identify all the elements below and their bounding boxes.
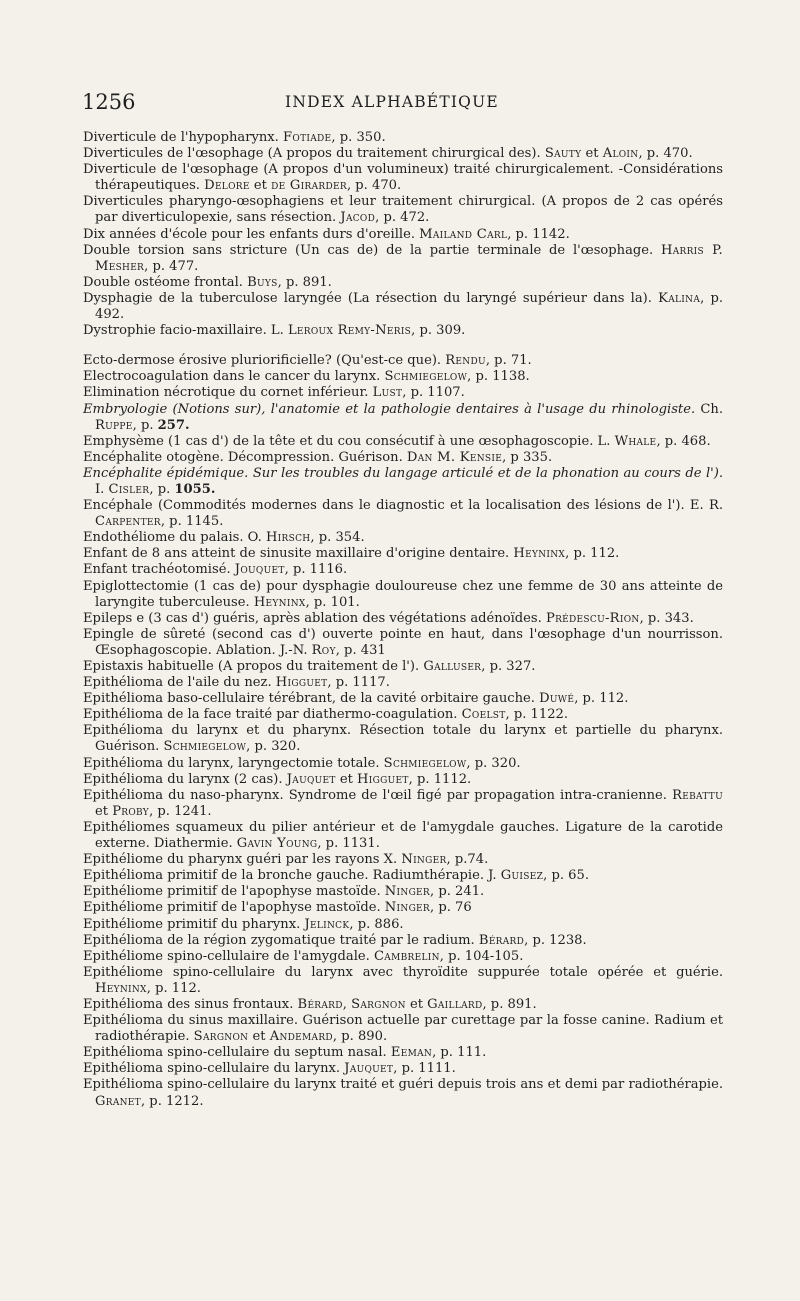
entry-text: Diverticule de l'hypopharynx.: [83, 130, 283, 145]
entry-text: Epithélioma spino-cellulaire du septum nasal.: [83, 1045, 391, 1061]
entry-text: Epithélioma du larynx, laryngectomie totale.: [83, 755, 384, 771]
index-entries: [83, 130, 723, 1110]
author-name: Schmiegelow: [163, 739, 247, 755]
entry-text: , p. 71.: [485, 353, 532, 369]
entry-text: , p. 886.: [349, 916, 404, 932]
entry-text: , p. 1145.: [160, 514, 224, 530]
entry-text: Dystrophie facio-maxillaire. L.: [83, 323, 288, 339]
index-entry: [83, 756, 723, 772]
author-name: Whale: [614, 433, 657, 449]
index-entry: [83, 227, 723, 243]
entry-text: Diverticules pharyngo-œsophagiens et leur traitement chirurgical. (A propos de 2 cas opérés par diverticulopexie, sans résection.: [83, 194, 723, 226]
entry-text: Epithélioma du larynx (2 cas).: [83, 771, 287, 787]
author-name: Jauquet: [344, 1061, 394, 1077]
entry-text: , p. 1241.: [149, 803, 212, 819]
author-name: Fotiade: [283, 130, 332, 145]
entry-text: , p. 891.: [277, 274, 332, 290]
index-entry: [83, 369, 723, 385]
index-entry: [83, 659, 723, 675]
author-name: Proby: [112, 803, 150, 819]
author-name: Rendu: [445, 353, 486, 369]
author-name: Leroux Remy-Neris: [287, 323, 412, 339]
entry-text: Diverticules de l'œsophage (A propos du traitement chirurgical des).: [83, 146, 545, 162]
entry-text: , p. 1111.: [393, 1061, 456, 1077]
entry-text: , p. 1116.: [284, 562, 348, 578]
page-number: 1256: [82, 90, 136, 114]
index-entry: [83, 1061, 723, 1077]
author-name: Dan M. Kensie: [406, 449, 503, 465]
entry-text: , p. 492.: [95, 290, 724, 323]
entry-text: , p. 104-105.: [439, 948, 524, 964]
entry-text: Diverticule de l'œsophage (A propos d'un volumineux) traité chirurgicalement. -Considérations thérapeutiques.: [83, 162, 723, 194]
author-name: Jouquet: [234, 562, 285, 578]
entry-text: Dysphagie de la tuberculose laryngée (La résection du laryngé supérieur dans la).: [83, 290, 659, 306]
entry-text: Epithéliome primitif de l'apophyse mastoïde.: [83, 884, 385, 900]
entry-text: Epithéliome primitif du pharynx.: [83, 916, 305, 932]
entry-text: , p. 477.: [144, 258, 199, 274]
index-entry: [83, 450, 723, 466]
index-entry: [83, 788, 723, 820]
entry-text: , p.: [132, 417, 158, 433]
entry-text: Epithéliome primitif de l'apophyse mastoïde.: [83, 900, 385, 916]
entry-text: 1055.: [174, 481, 216, 497]
index-entry: [83, 353, 723, 369]
entry-text: , p. 468.: [656, 433, 711, 449]
entry-text: , p. 350.: [331, 130, 386, 145]
author-name: Prédescu-Rion: [545, 610, 640, 626]
entry-text: , p. 1142.: [507, 226, 570, 242]
entry-text: Epithélioma primitif de la bronche gauche. Radiumthérapie. J.: [83, 868, 501, 884]
entry-text: , p. 470.: [638, 146, 693, 162]
index-entry: [83, 546, 723, 562]
entry-text: Epithéliome du pharynx guéri par les rayons X.: [83, 852, 402, 868]
author-name: Jacod: [340, 210, 376, 226]
entry-text: , p. 891.: [482, 996, 537, 1012]
entry-text: Dix années d'école pour les enfants durs d'oreille.: [83, 226, 420, 242]
author-name: Gavin Young: [236, 836, 318, 852]
index-entry: [83, 385, 723, 401]
entry-text: Epistaxis habituelle (A propos du traitement de l').: [83, 659, 424, 674]
entry-text: , p. 320.: [466, 755, 521, 771]
author-name: Cisler: [108, 481, 150, 497]
entry-text: Encéphale (Commodités modernes dans le diagnostic et la localisation des lésions de l'). E. R.: [83, 498, 723, 514]
author-name: Heyninx: [513, 546, 566, 562]
index-entry: [83, 323, 723, 339]
entry-text: , p.74.: [446, 852, 489, 868]
author-name: Kalina: [658, 290, 701, 306]
index-entry: [83, 530, 723, 546]
entry-text: et: [405, 996, 428, 1012]
index-entry: [83, 611, 723, 627]
entry-text: , p. 470.: [346, 178, 402, 194]
entry-text: , p. 76: [430, 900, 472, 916]
author-name: Harris P. Mesher: [95, 242, 723, 274]
index-entry: [83, 498, 723, 530]
index-entry: [83, 162, 723, 194]
entry-text: et: [581, 146, 603, 162]
entry-text: , p. 65.: [543, 868, 589, 884]
entry-text: , p. 111.: [432, 1045, 487, 1061]
index-entry: [83, 772, 723, 788]
entry-text: I.: [95, 481, 109, 497]
index-entry: [83, 997, 723, 1013]
author-name: Eeman: [390, 1045, 433, 1061]
entry-text: et: [249, 178, 272, 194]
entry-text: , p. 1112.: [408, 771, 472, 787]
entry-text: Epileps e (3 cas d') guéris, après ablation des végétations adénoïdes.: [83, 610, 546, 626]
index-entry: [83, 852, 723, 868]
index-entry: [83, 965, 723, 997]
entry-text: Enfant de 8 ans atteint de sinusite maxillaire d'origine dentaire.: [83, 546, 514, 562]
author-name: Gaillard: [427, 996, 483, 1012]
index-entry: [83, 691, 723, 707]
author-name: Schmiegelow: [383, 755, 467, 771]
index-entry: [83, 723, 723, 755]
entry-text: Epithélioma spino-cellulaire du larynx traité et guéri depuis trois ans et demi par radiothérapie.: [83, 1077, 723, 1093]
author-name: Sargnon: [351, 996, 406, 1012]
running-title: INDEX ALPHABÉTIQUE: [285, 93, 499, 111]
author-name: Ninger: [401, 852, 447, 868]
author-name: Carpenter: [95, 514, 161, 530]
author-name: Hirsch: [265, 530, 311, 546]
index-entry: [83, 884, 723, 900]
index-entry: [83, 949, 723, 965]
entry-text: , p. 112.: [146, 980, 201, 996]
entry-text: , p. 1122.: [505, 707, 569, 723]
entry-text: Epiglottectomie (1 cas de) pour dysphagie douloureuse chez une femme de 30 ans atteinte de laryngite tuberculeuse.: [83, 578, 723, 610]
author-name: Coelst: [461, 707, 506, 723]
author-name: Ninger: [384, 884, 431, 900]
entry-text: , p. 343.: [639, 610, 694, 626]
author-name: Andemard: [269, 1029, 333, 1045]
author-name: Heyninx: [95, 980, 147, 996]
index-entry: [83, 675, 723, 691]
index-entry: [83, 1045, 723, 1061]
author-name: Guisez: [500, 868, 544, 884]
entry-text: Encéphalite otogène. Décompression. Guérison.: [83, 449, 407, 465]
entry-text: , p. 309.: [411, 323, 466, 339]
page-header: [82, 90, 722, 114]
entry-text: , p. 1238.: [524, 932, 587, 948]
entry-text: , p. 1107.: [402, 385, 465, 401]
author-name: Higguet: [357, 771, 409, 787]
entry-text: Ch.: [695, 401, 723, 417]
author-name: Bérard: [297, 996, 343, 1012]
entry-text: Epithélioma de la face traité par diathermo-coagulation.: [83, 707, 462, 723]
entry-text: Endothéliome du palais. O.: [83, 530, 266, 546]
index-entry: [83, 917, 723, 933]
author-name: Cambrelin: [373, 948, 440, 964]
entry-text: 257.: [157, 417, 190, 433]
author-name: Jelinck: [304, 916, 350, 932]
entry-text: Epithélioma du larynx et du pharynx. Résection totale du larynx et partielle du pharynx. Guérison.: [83, 723, 723, 755]
entry-text: , p. 101.: [305, 594, 360, 610]
entry-text: Epithélioma du naso-pharynx. Syndrome de l'œil figé par propagation intra-cranienne.: [83, 787, 673, 803]
entry-text: et: [248, 1029, 270, 1045]
entry-text: , p. 431: [335, 642, 386, 658]
author-name: Duwé: [539, 691, 575, 707]
entry-text: , p. 890.: [332, 1029, 388, 1045]
entry-text: Epithélioma de la région zygomatique traité par le radium.: [83, 932, 479, 948]
index-entry: [83, 707, 723, 723]
entry-text: Emphysème (1 cas d') de la tête et du cou consécutif à une œsophagoscopie. L.: [83, 433, 615, 449]
entry-text: Epithélioma du sinus maxillaire. Guérison actuelle par curettage par la fosse canine. Radium et radiothérapie.: [83, 1013, 723, 1045]
index-entry: [83, 194, 723, 226]
author-name: Sauty: [544, 146, 582, 162]
author-name: Bérard: [478, 932, 525, 948]
entry-text: , p. 112.: [565, 546, 620, 562]
index-entry: [83, 402, 723, 434]
author-name: Schmiegelow: [384, 369, 468, 385]
entry-text: Epingle de sûreté (second cas d') ouverte pointe en haut, dans l'œsophage d'un nourrisson. Œsophagoscopie. Ablation. J.-N.: [83, 626, 723, 658]
index-entry: [83, 291, 723, 323]
entry-text: , p. 1212.: [140, 1093, 204, 1109]
entry-text: Double ostéome frontal.: [83, 274, 248, 290]
entry-text: , p. 320.: [246, 739, 301, 755]
author-name: Delore: [204, 178, 250, 194]
entry-text: Ecto-dermose érosive pluriorificielle? (Qu'est-ce que).: [83, 353, 446, 369]
author-name: Rebattu: [672, 787, 723, 803]
author-name: Granet: [95, 1093, 141, 1109]
index-entry: [83, 243, 723, 275]
index-entry: [83, 820, 723, 852]
entry-text: , p 335.: [502, 449, 553, 465]
index-entry: [83, 900, 723, 916]
entry-text: , p. 1138.: [467, 369, 530, 385]
entry-text: Epithélioma spino-cellulaire du larynx.: [83, 1061, 345, 1077]
author-name: Heyninx: [253, 594, 306, 610]
entry-text: et: [95, 803, 113, 819]
entry-text: , p. 327.: [481, 659, 536, 674]
entry-text: Encéphalite épidémique. Sur les troubles du langage articulé et de la phonation au cours de l').: [83, 465, 723, 481]
entry-text: Double torsion sans stricture (Un cas de) de la partie terminale de l'œsophage.: [83, 242, 661, 258]
entry-text: Epithéliomes squameux du pilier antérieur et de l'amygdale gauches. Ligature de la carotide externe. Diathermie.: [83, 819, 723, 852]
index-entry: [83, 579, 723, 611]
entry-text: Epithélioma baso-cellulaire térébrant, de la cavité orbitaire gauche.: [83, 691, 540, 707]
entry-text: , p. 472.: [375, 210, 430, 226]
index-entry: [83, 466, 723, 498]
author-name: Lust: [372, 385, 403, 401]
entry-text: Embryologie (Notions sur), l'anatomie et la pathologie dentaires à l'usage du rhinologiste.: [83, 401, 696, 417]
entry-text: , p. 1131.: [317, 836, 380, 852]
entry-text: , p. 241.: [430, 884, 485, 900]
index-entry: [83, 434, 723, 450]
entry-text: Epithéliome spino-cellulaire du larynx avec thyroïdite suppurée totale opérée et guérie.: [83, 964, 723, 980]
index-entry: [83, 868, 723, 884]
entry-text: , p.: [149, 481, 175, 497]
index-entry: [83, 130, 723, 146]
entry-text: Epithélioma des sinus frontaux.: [83, 996, 298, 1012]
entry-text: Electrocoagulation dans le cancer du larynx.: [83, 369, 385, 385]
entry-text: Epithéliome spino-cellulaire de l'amygdale.: [83, 948, 374, 964]
entry-text: et: [335, 771, 358, 787]
index-entry: [83, 933, 723, 949]
index-entry: [83, 627, 723, 659]
author-name: Ninger: [384, 900, 431, 916]
entry-text: Epithélioma de l'aile du nez.: [83, 675, 276, 691]
author-name: Higguet: [275, 675, 328, 691]
index-entry: [83, 1013, 723, 1045]
index-entry: [83, 562, 723, 578]
author-name: de Girarder: [271, 178, 347, 194]
author-name: Galluser: [423, 659, 482, 674]
entry-text: Elimination nécrotique du cornet inférieur.: [83, 385, 373, 401]
author-name: Sargnon: [193, 1029, 249, 1045]
index-entry: [83, 1077, 723, 1109]
entry-text: , p. 112.: [574, 691, 629, 707]
index-entry: [83, 275, 723, 291]
author-name: Ruppe: [95, 417, 133, 433]
author-name: Aloin: [602, 146, 639, 162]
author-name: Roy: [311, 642, 336, 658]
entry-text: ,: [342, 996, 352, 1012]
entry-text: , p. 354.: [310, 530, 365, 546]
entry-text: , p. 1117.: [327, 675, 390, 691]
author-name: Jauquet: [286, 771, 336, 787]
author-name: Buys: [247, 274, 278, 290]
index-entry: [83, 146, 723, 162]
author-name: Mailand Carl: [419, 226, 508, 242]
entry-text: Enfant trachéotomisé.: [83, 562, 235, 578]
